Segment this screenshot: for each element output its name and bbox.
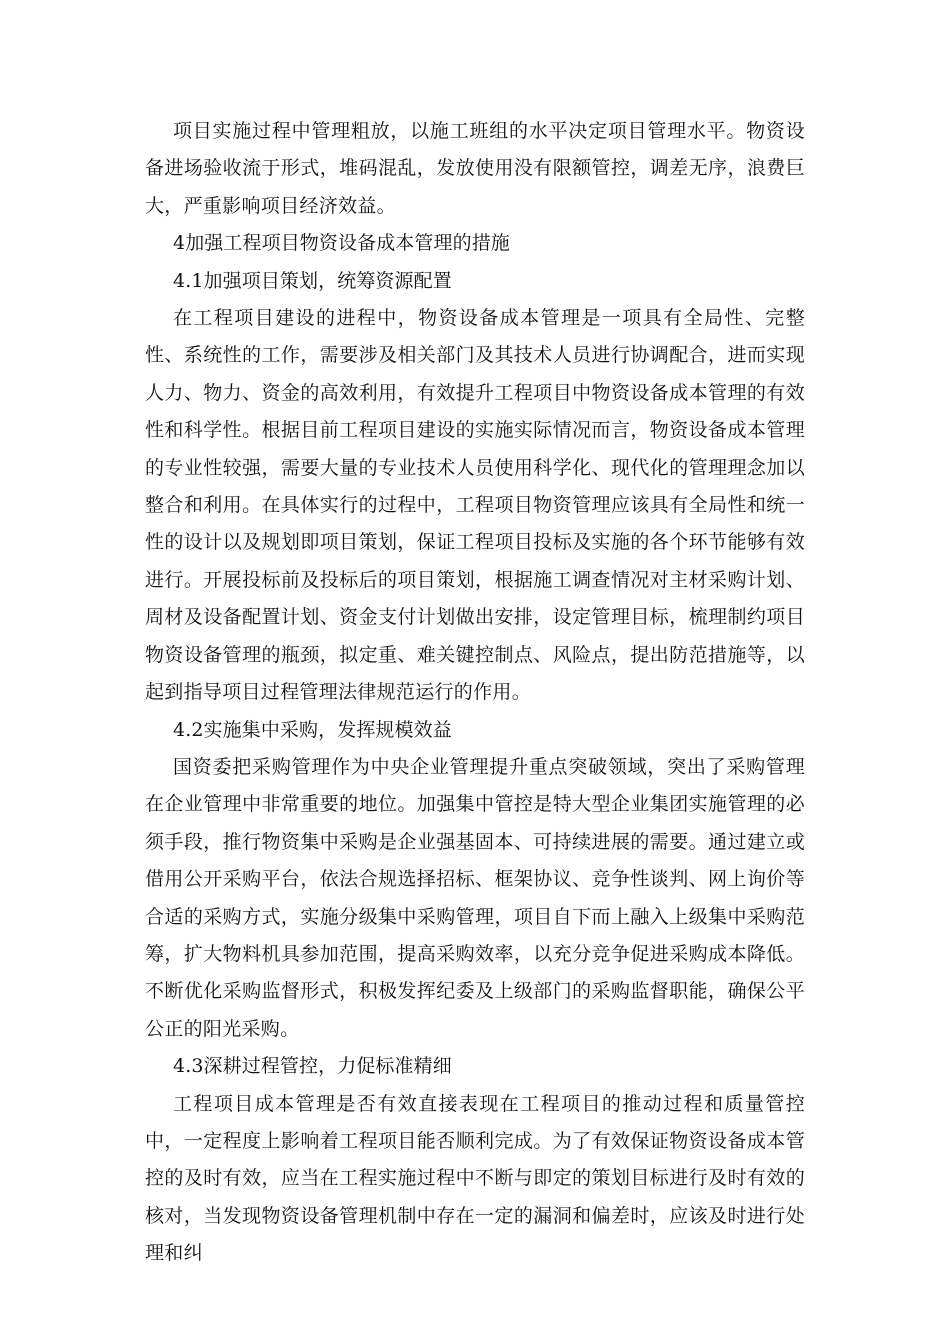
subsection-heading-4-2: 4.2实施集中采购，发挥规模效益: [173, 718, 452, 741]
subsection-heading-4-1: 4.1加强项目策划，统筹资源配置: [173, 269, 452, 292]
paragraph-centralized-procurement: 国资委把采购管理作为中央企业管理提升重点突破领域，突出了采购管理在企业管理中非常重要的地位。加强集中管控是特大型企业集团实施管理的必须手段，推行物资集中采购是企业强基固本、可持续进展的需要。通过建立或借用公开采购平台，依法合规选择招标、框架协议、竞争性谈判、网上询价等合适的采购方式，实施分级集中采购管理，项目自下而上融入上级集中采购范筹，扩大物料机具参加范围，提高采购效率，以充分竞争促进采购成本降低。不断优化采购监督形式，积极发挥纪委及上级部门的采购监督职能，确保公平公正的阳光采购。: [145, 755, 805, 1040]
section-heading-4: 4加强工程项目物资设备成本管理的措施: [173, 232, 510, 255]
subsection-heading-4-3: 4.3深耕过程管控，力促标准精细: [173, 1055, 452, 1078]
paragraph-management-problems: 项目实施过程中管理粗放，以施工班组的水平决定项目管理水平。物资设备进场验收流于形式，堆码混乱，发放使用没有限额管控，调差无序，浪费巨大，严重影响项目经济效益。: [145, 120, 805, 217]
paragraph-process-control: 工程项目成本管理是否有效直接表现在工程项目的推动过程和质量管控中，一定程度上影响着工程项目能否顺利完成。为了有效保证物资设备成本管控的及时有效，应当在工程实施过程中不断与即定的策划目标进行及时有效的核对，当发现物资设备管理机制中存在一定的漏洞和偏差时，应该及时进行处理和纠: [145, 1092, 805, 1265]
paragraph-project-planning: 在工程项目建设的进程中，物资设备成本管理是一项具有全局性、完整性、系统性的工作，需要涉及相关部门及其技术人员进行协调配合，进而实现人力、物力、资金的高效利用，有效提升工程项目中物资设备成本管理的有效性和科学性。根据目前工程项目建设的实施实际情况而言，物资设备成本管理的专业性较强，需要大量的专业技术人员使用科学化、现代化的管理理念加以整合和利用。在具体实行的过程中，工程项目物资管理应该具有全局性和统一性的设计以及规划即项目策划，保证工程项目投标及实施的各个环节能够有效进行。开展投标前及投标后的项目策划，根据施工调查情况对主材采购计划、周材及设备配置计划、资金支付计划做出安排，设定管理目标，梳理制约项目物资设备管理的瓶颈，拟定重、难关键控制点、风险点，提出防范措施等，以起到指导项目过程管理法律规范运行的作用。: [145, 307, 805, 704]
document-page: [145, 113, 805, 1273]
